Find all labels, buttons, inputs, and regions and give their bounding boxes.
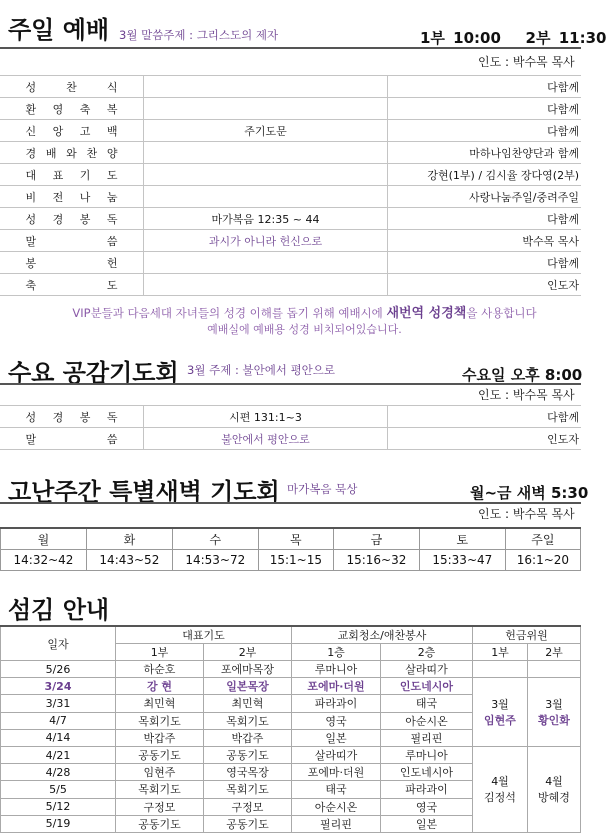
service-cell-date: 4/14 [1,729,116,746]
sub-offering-1: 1부 [473,644,528,661]
bible-note-bold: 새번역 성경책 [386,306,467,321]
order-row [0,120,581,142]
order-row [0,428,581,450]
service-cell-f1: 포에마·더원 [292,764,381,781]
wednesday-title: 수요 공감기도회 [8,359,179,387]
order-item-name: 대 표 기 도 [25,168,118,182]
sub-clean-1: 1층 [292,644,381,661]
service-cell-f1: 영국 [292,712,381,729]
order-row [0,164,581,186]
order-item-name: 성 찬 식 [25,80,118,94]
order-item-person: 인도자 [388,428,582,450]
offering-person: 임현주 [484,714,516,728]
wednesday-order-table [0,405,581,450]
offering-april-1 [473,746,528,832]
order-item-detail [144,98,388,120]
order-item-person: 강현(1부) / 김시율 장다영(2부) [388,164,582,186]
order-item-detail: 마가복음 12:35 ~ 44 [144,208,388,230]
service-cell-p2: 최민혁 [204,695,292,712]
col-date: 일자 [1,626,116,661]
offering-empty [473,661,528,678]
order-row [0,406,581,428]
service-cell-f1: 루마니아 [292,661,381,678]
order-item-detail [144,142,388,164]
service-cell-p1: 박갑주 [116,729,204,746]
order-row [0,252,581,274]
service-cell-p1: 최민혁 [116,695,204,712]
wednesday-theme: 3월 주제 : 불안에서 평안으로 [187,363,336,377]
service-cell-f1: 일본 [292,729,381,746]
bible-note-2: 예배실에 예배용 성경 비치되어있습니다. [207,323,402,336]
service-cell-f2: 살라띠가 [381,661,473,678]
service-cell-p1: 임현주 [116,764,204,781]
offering-april-2 [528,746,581,832]
offering-month: 4월 [545,775,563,789]
order-item-name: 말 씀 [25,234,118,248]
order-item-name: 경 배 와 찬 양 [25,146,118,160]
order-item-name: 축 도 [25,278,118,292]
service-cell-date: 5/12 [1,798,116,815]
service-cell-f2: 태국 [381,695,473,712]
service-cell-p1: 공동기도 [116,746,204,763]
order-row [0,98,581,120]
dawn-passage: 14:32~42 [1,550,87,571]
order-item-person: 다함께 [388,208,582,230]
service-cell-f2: 영국 [381,798,473,815]
order-item-detail [144,76,388,98]
dawn-day: 주일 [505,528,580,550]
dawn-passage: 14:43~52 [86,550,172,571]
order-item-detail: 불안에서 평안으로 [144,428,388,450]
order-item-person: 박수목 목사 [388,230,582,252]
group-prayer: 대표기도 [116,626,292,644]
sunday-title: 주일 예배 [8,16,110,44]
service-cell-date: 5/26 [1,661,116,678]
order-item-name: 비 전 나 눔 [25,190,118,204]
dawn-passage: 15:1~15 [258,550,333,571]
service-cell-p2: 포에마목장 [204,661,292,678]
dawn-day: 수 [172,528,258,550]
service-cell-p2: 일본목장 [204,678,292,695]
order-item-person: 다함께 [388,76,582,98]
sub-clean-2: 2층 [381,644,473,661]
offering-person: 김정석 [484,791,516,805]
wednesday-divider [0,383,581,385]
service-cell-f1: 파라과이 [292,695,381,712]
offering-person: 황인화 [538,714,570,728]
group-clean: 교회청소/애찬봉사 [292,626,473,644]
bible-note [0,302,609,321]
sunday-times: 1부 10:00 2부 11:30 [420,29,607,47]
offering-person: 방혜경 [538,791,570,805]
order-item-detail [144,274,388,296]
offering-month: 4월 [491,775,509,789]
dawn-day: 월 [1,528,87,550]
sunday-theme: 3월 말씀주제 : 그리스도의 제자 [119,28,279,42]
order-item-person: 다함께 [388,406,582,428]
service-cell-p2: 영국목장 [204,764,292,781]
order-row [0,142,581,164]
order-item-detail [144,186,388,208]
service-cell-date: 4/28 [1,764,116,781]
dawn-title: 고난주간 특별새벽 기도회 [8,478,280,506]
service-cell-f1: 포에마·더원 [292,678,381,695]
offering-month: 3월 [491,698,509,712]
service-cell-p1: 강 현 [116,678,204,695]
dawn-day: 목 [258,528,333,550]
dawn-theme: 마가복음 묵상 [287,482,358,496]
order-item-detail [144,164,388,186]
order-item-detail [144,252,388,274]
service-cell-date: 3/31 [1,695,116,712]
wednesday-leader: 인도 : 박수목 목사 [478,388,575,402]
table-row [1,678,581,695]
service-cell-f2: 루마니아 [381,746,473,763]
service-cell-f2: 아순시온 [381,712,473,729]
offering-empty [528,661,581,678]
dawn-divider [0,502,581,504]
sub-prayer-2: 2부 [204,644,292,661]
order-item-person: 다함께 [388,120,582,142]
sunday-leader: 인도 : 박수목 목사 [478,55,575,69]
order-item-name: 성 경 봉 독 [25,410,118,424]
sunday-order-table [0,75,581,296]
service-cell-f1: 태국 [292,781,381,798]
table-row [1,746,581,763]
service-cell-p1: 목회기도 [116,712,204,729]
order-item-person: 다함께 [388,98,582,120]
order-item-person: 인도자 [388,274,582,296]
dawn-day: 토 [419,528,505,550]
wednesday-time: 수요일 오후 8:00 [462,366,583,384]
service-cell-date: 5/5 [1,781,116,798]
order-item-person: 마하나임찬양단과 함께 [388,142,582,164]
bible-note-text-1: VIP분들과 다음세대 자녀들의 성경 이해를 돕기 위해 예배시에 [72,306,387,320]
order-item-detail: 시편 131:1~3 [144,406,388,428]
service-cell-f2: 인도네시아 [381,678,473,695]
service-table [0,625,581,833]
service-cell-p2: 공동기도 [204,746,292,763]
order-item-detail: 주기도문 [144,120,388,142]
dawn-passage: 16:1~20 [505,550,580,571]
order-row [0,76,581,98]
service-cell-f2: 파라과이 [381,781,473,798]
service-cell-p1: 하순호 [116,661,204,678]
service-cell-p2: 공동기도 [204,815,292,832]
order-item-name: 환 영 축 복 [25,102,118,116]
dawn-day: 금 [333,528,419,550]
service-cell-p2: 목회기도 [204,712,292,729]
service-cell-date: 4/21 [1,746,116,763]
service-cell-f1: 살라띠가 [292,746,381,763]
group-offering: 헌금위원 [473,626,581,644]
service-cell-p2: 구정모 [204,798,292,815]
service-cell-f1: 필리핀 [292,815,381,832]
service-cell-p1: 공동기도 [116,815,204,832]
service-cell-p1: 목회기도 [116,781,204,798]
service-cell-date: 5/19 [1,815,116,832]
offering-march-1 [473,678,528,747]
order-item-detail: 과시가 아니라 헌신으로 [144,230,388,252]
service-cell-f1: 아순시온 [292,798,381,815]
sunday-divider [0,47,581,49]
service-cell-f2: 필리핀 [381,729,473,746]
dawn-passage: 15:33~47 [419,550,505,571]
dawn-passage: 15:16~32 [333,550,419,571]
order-row [0,274,581,296]
sub-offering-2: 2부 [528,644,581,661]
table-row [1,661,581,678]
dawn-schedule-table [0,527,581,571]
order-item-name: 신 앙 고 백 [25,124,118,138]
service-cell-p2: 목회기도 [204,781,292,798]
dawn-leader: 인도 : 박수목 목사 [478,507,575,521]
order-row [0,230,581,252]
service-cell-p2: 박갑주 [204,729,292,746]
service-cell-f2: 일본 [381,815,473,832]
dawn-time: 월~금 새벽 5:30 [470,484,589,502]
order-item-name: 말 씀 [25,432,118,446]
service-cell-p1: 구정모 [116,798,204,815]
service-cell-date: 4/7 [1,712,116,729]
order-row [0,186,581,208]
bible-note-text-2: 을 사용합니다 [466,306,537,320]
offering-march-2 [528,678,581,747]
order-row [0,208,581,230]
offering-month: 3월 [545,698,563,712]
service-cell-f2: 인도네시아 [381,764,473,781]
order-item-person: 다함께 [388,252,582,274]
order-item-name: 성 경 봉 독 [25,212,118,226]
sub-prayer-1: 1부 [116,644,204,661]
dawn-day: 화 [86,528,172,550]
service-title: 섬김 안내 [8,596,110,624]
service-cell-date: 3/24 [1,678,116,695]
order-item-person: 사랑나눔주일/중려주일 [388,186,582,208]
order-item-name: 봉 헌 [25,256,118,270]
dawn-passage: 14:53~72 [172,550,258,571]
